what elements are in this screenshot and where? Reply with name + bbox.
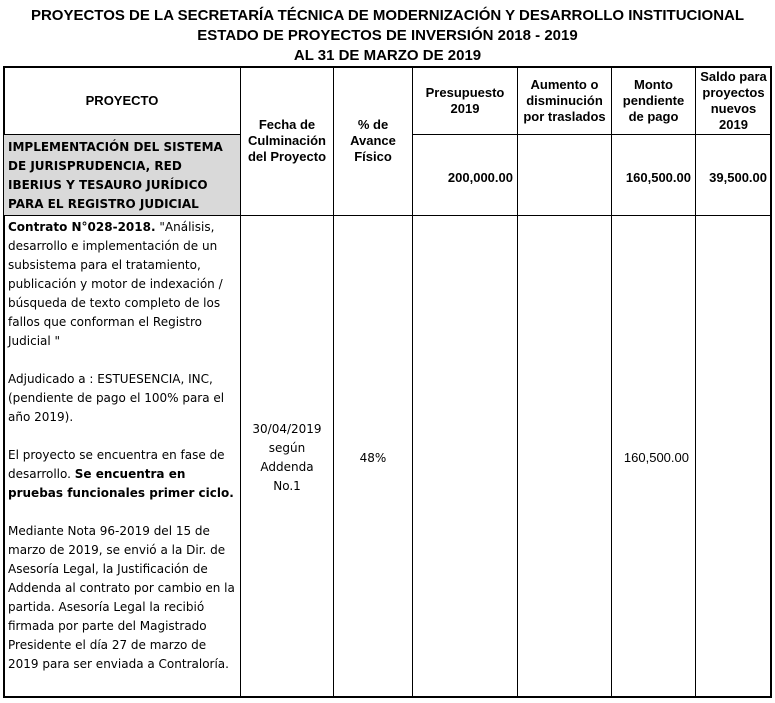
contract-monto: 160,500.00 — [623, 450, 689, 465]
project-saldo-cell — [695, 134, 772, 216]
title-line-2: ESTADO DE PROYECTOS DE INVERSIÓN 2018 - 2019 — [197, 27, 578, 44]
header-avance-label: % de Avance Físico — [350, 117, 396, 164]
header-proyecto — [3, 66, 241, 135]
header-presupuesto-label: Presupuesto 2019 — [425, 85, 505, 116]
contract-estado — [8, 446, 236, 503]
project-saldo: 39,500.00 — [709, 170, 767, 185]
contract-label: Contrato N°028-2018. — [8, 220, 156, 234]
header-proyecto-label: PROYECTO — [85, 92, 159, 108]
contract-presupuesto-cell — [412, 215, 518, 698]
title-line-1: PROYECTOS DE LA SECRETARÍA TÉCNICA DE MODERNIZACIÓN Y DESARROLLO INSTITUCIONAL — [30, 7, 745, 24]
contract-fecha-cell — [240, 215, 334, 698]
contract-estado-plain: El proyecto se encuentra en fase de desarrollo. — [8, 448, 225, 481]
contract-estado-bold: Se encuentra en pruebas funcionales primer ciclo. — [8, 467, 234, 500]
header-monto-label: Monto pendiente de pago — [622, 77, 685, 124]
contract-avance-cell — [333, 215, 413, 698]
project-aumento-cell — [517, 134, 612, 216]
header-avance — [333, 66, 413, 216]
header-presupuesto — [412, 66, 518, 135]
project-monto: 160,500.00 — [625, 170, 691, 185]
contract-description-cell — [3, 215, 241, 698]
header-saldo — [695, 66, 772, 135]
title-line-3: AL 31 DE MARZO DE 2019 — [293, 47, 482, 64]
contract-saldo-cell — [695, 215, 772, 698]
contract-monto-cell — [611, 215, 696, 698]
project-name-cell — [3, 134, 241, 216]
project-presupuesto-cell — [412, 134, 518, 216]
header-fecha — [240, 66, 334, 216]
contract-nota: Mediante Nota 96-2019 del 15 de marzo de 2019, se envió a la Dir. de Asesoría Legal, la Justificación de Addenda al contrato por cambio en la partida. Asesoría Legal la recibió firmada por parte del Magistrado Presidente el día 27 de marzo de 2019 para ser enviada a Contraloría. — [8, 524, 235, 671]
header-aumento — [517, 66, 612, 135]
header-fecha-label: Fecha de Culminación del Proyecto — [247, 117, 327, 164]
contract-aumento-cell — [517, 215, 612, 698]
contract-avance: 48% — [359, 451, 387, 465]
header-monto — [611, 66, 696, 135]
project-name: IMPLEMENTACIÓN DEL SISTEMA DE JURISPRUDENCIA, RED IBERIUS Y TESAURO JURÍDICO PARA EL REGISTRO JUDICIAL — [8, 140, 223, 211]
contract-adjudicado: Adjudicado a : ESTUESENCIA, INC, (pendiente de pago el 100% para el año 2019). — [8, 372, 225, 424]
project-monto-cell — [611, 134, 696, 216]
contract-fecha: 30/04/2019 según Addenda No.1 — [252, 422, 322, 493]
contract-description: "Análisis, desarrollo e implementación de un subsistema para el tratamiento, publicación y motor de indexación / búsqueda de texto completo de los fallos que conforman el Registro Judicial " — [8, 220, 223, 348]
contract-paragraph-1 — [8, 218, 236, 351]
project-presupuesto: 200,000.00 — [447, 170, 513, 185]
header-aumento-label: Aumento o disminución por traslados — [523, 77, 606, 124]
header-saldo-label: Saldo para proyectos nuevos 2019 — [700, 69, 767, 132]
